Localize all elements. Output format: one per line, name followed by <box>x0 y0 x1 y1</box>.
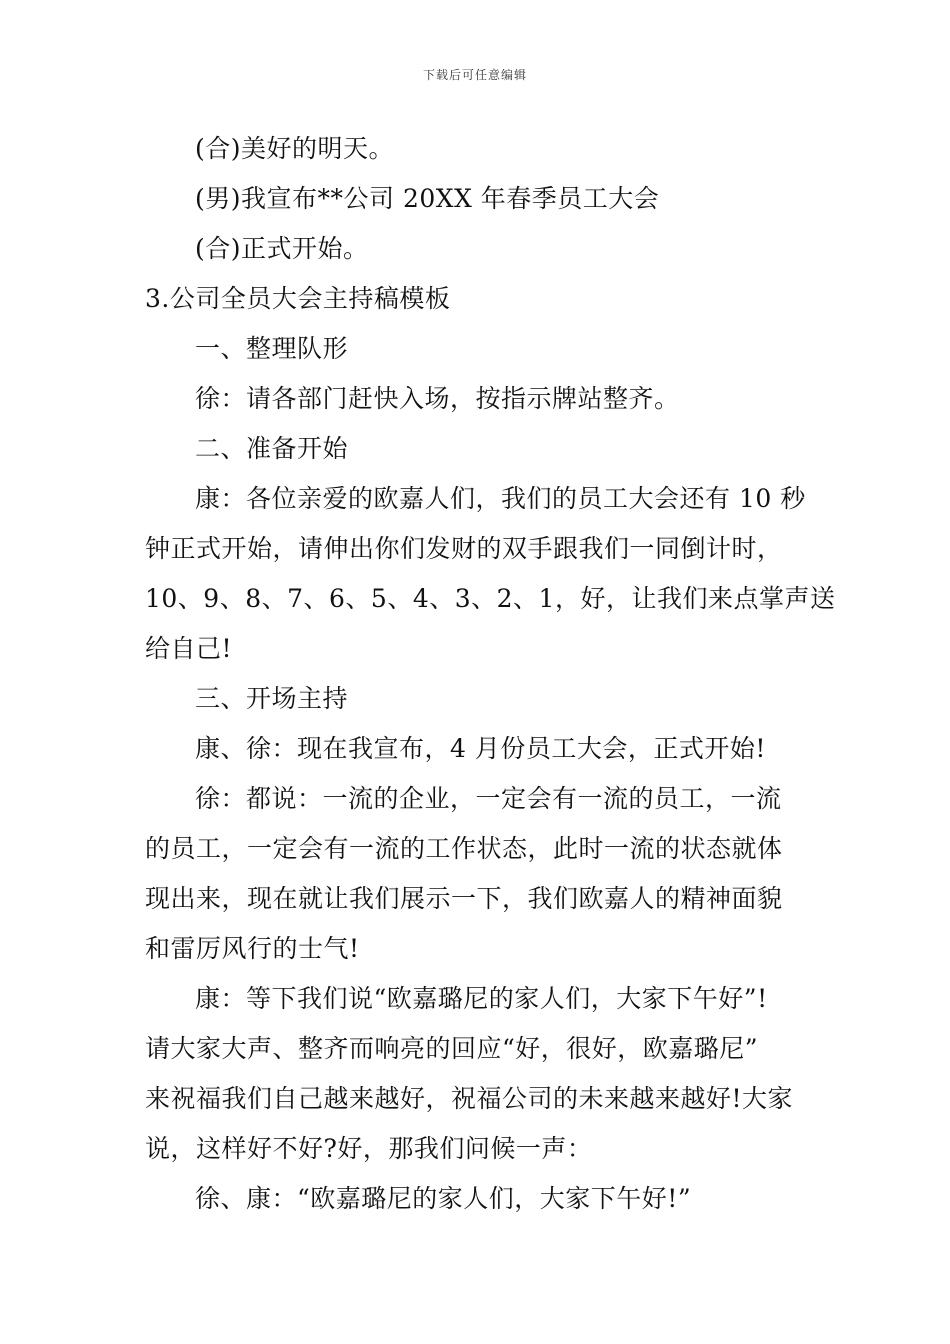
page-header: 下载后可任意编辑 <box>422 68 527 82</box>
text-line: 徐：请各部门赶快入场，按指示牌站整齐。 <box>195 384 680 413</box>
text-line: (男)我宣布**公司 20XX 年春季员工大会 <box>195 184 660 213</box>
subsection-heading: 一、整理队形 <box>195 334 349 363</box>
text-line: 徐、康：“欧嘉璐尼的家人们，大家下午好!” <box>195 1184 692 1213</box>
text-line: 说，这样好不好?好，那我们问候一声： <box>145 1134 593 1163</box>
text-line: 10、9、8、7、6、5、4、3、2、1，好，让我们来点掌声送 <box>145 584 836 613</box>
text-line: 来祝福我们自己越来越好，祝福公司的未来越来越好!大家 <box>145 1084 794 1113</box>
text-line: 钟正式开始，请伸出你们发财的双手跟我们一同倒计时， <box>145 534 783 563</box>
subsection-heading: 二、准备开始 <box>195 434 349 463</box>
text-line: 和雷厉风行的士气! <box>145 934 360 963</box>
text-line: 现出来，现在就让我们展示一下，我们欧嘉人的精神面貌 <box>145 884 783 913</box>
subsection-heading: 三、开场主持 <box>195 684 349 713</box>
text-line: 康：等下我们说“欧嘉璐尼的家人们，大家下午好”! <box>195 984 768 1013</box>
text-line: 给自己! <box>145 634 233 663</box>
text-line: 请大家大声、整齐而响亮的回应“好，很好，欧嘉璐尼” <box>145 1034 759 1063</box>
text-line: 的员工，一定会有一流的工作状态，此时一流的状态就体 <box>145 834 783 863</box>
text-line: 康：各位亲爱的欧嘉人们，我们的员工大会还有 10 秒 <box>195 484 806 513</box>
text-line: (合)美好的明天。 <box>195 134 395 163</box>
text-line: (合)正式开始。 <box>195 234 369 263</box>
text-line: 康、徐：现在我宣布，4 月份员工大会，正式开始! <box>195 734 766 763</box>
section-heading: 3.公司全员大会主持稿模板 <box>145 284 451 313</box>
text-line: 徐：都说：一流的企业，一定会有一流的员工，一流 <box>195 784 782 813</box>
